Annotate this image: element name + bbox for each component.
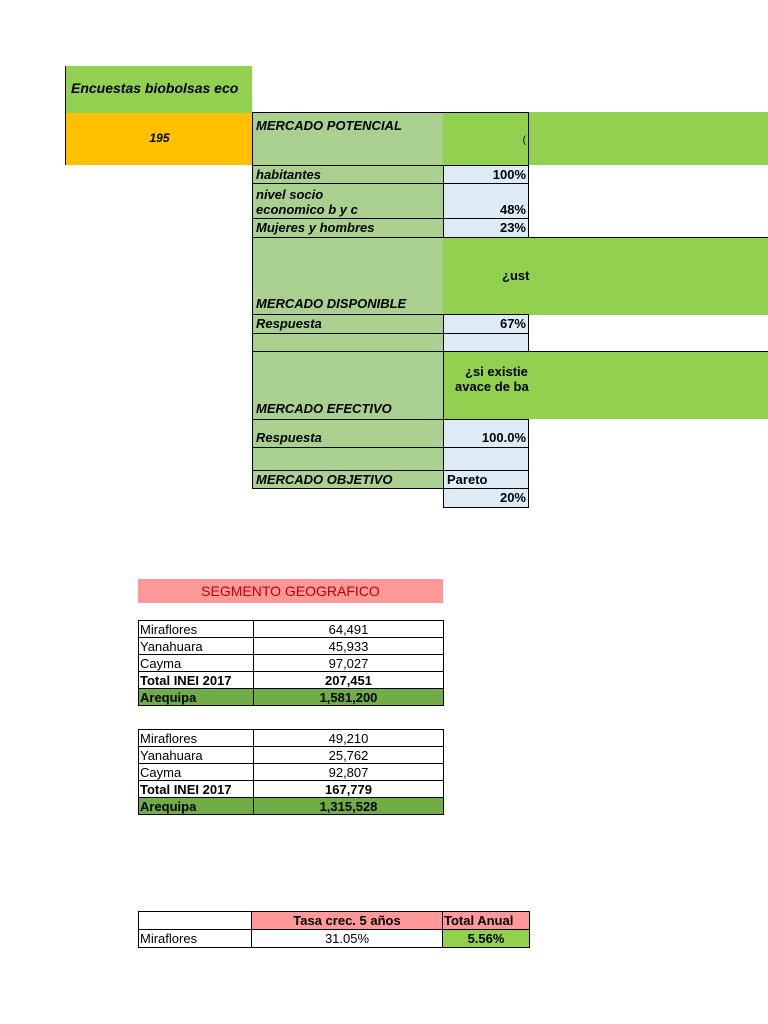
mercado-disponible-label[interactable] [252,237,444,315]
growth-rate-value: 31.05% [252,930,443,948]
mercado-disponible-question-cell[interactable] [443,237,768,315]
mercado-efectivo-question-2: avace de ba [455,379,529,394]
segmento-geografico-title: SEGMENTO GEOGRAFICO [201,583,380,599]
district-name: Miraflores [139,621,254,638]
district-name: Cayma [139,764,254,781]
green-band-1 [529,112,768,165]
nivel-socio-value[interactable] [443,183,529,219]
nivel-socio-label[interactable] [252,183,444,219]
district-value: 49,210 [254,730,444,747]
table-row[interactable] [139,672,444,689]
mercado-potencial-header[interactable] [443,112,529,166]
respuesta-2-label[interactable] [252,419,444,448]
respuesta-1-value-text: 67% [499,316,526,331]
survey-count: 195 [149,131,170,145]
respuesta-2-value[interactable] [443,419,529,448]
table-row[interactable] [139,930,530,948]
table-row[interactable] [139,798,444,815]
district-name: Yanahuara [139,747,254,764]
arequipa-label: Arequipa [139,689,254,706]
growth-empty-header [139,912,252,930]
district-value: 97,027 [254,655,444,672]
growth-total-header: Total Anual [443,912,530,930]
nivel-socio-value-text: 48% [499,202,526,217]
district-value: 45,933 [254,638,444,655]
empty-row-1-label[interactable] [252,333,444,352]
survey-count-cell[interactable] [65,113,252,165]
habitantes-value[interactable] [443,165,529,184]
table-row[interactable] [139,621,444,638]
mercado-potencial-fragment: ( [522,135,526,146]
mujeres-hombres-text: Mujeres y hombres [256,220,375,235]
arequipa-value: 1,315,528 [254,798,444,815]
district-value: 92,807 [254,764,444,781]
total-label: Total INEI 2017 [139,781,254,798]
mercado-efectivo-label[interactable] [252,351,444,420]
district-name: Miraflores [139,930,252,948]
growth-table-grid [138,911,530,948]
respuesta-1-value[interactable] [443,314,529,334]
table-row[interactable] [139,689,444,706]
habitantes-value-text: 100% [492,167,526,182]
nivel-socio-text: nivel socio economico b y c [256,187,358,217]
mercado-objetivo-text: MERCADO OBJETIVO [256,472,393,487]
pareto-cell[interactable] [443,470,529,489]
mujeres-hombres-value-text: 23% [499,220,526,235]
mercado-potencial-label[interactable] [252,112,444,166]
segment-table-1-grid [138,620,444,706]
objetivo-value-text: 20% [499,490,526,505]
habitantes-label[interactable] [252,165,444,184]
district-value: 64,491 [254,621,444,638]
survey-title-cell[interactable] [65,66,252,113]
total-value: 207,451 [254,672,444,689]
district-name: Cayma [139,655,254,672]
empty-row-1-value[interactable] [443,333,529,352]
table-row[interactable] [139,638,444,655]
empty-row-2-label[interactable] [252,447,444,471]
table-row[interactable] [139,764,444,781]
mercado-efectivo-question-cell[interactable] [443,351,768,419]
table-row[interactable] [139,912,530,930]
growth-annual-value: 5.56% [443,930,530,948]
arequipa-label: Arequipa [139,798,254,815]
total-value: 167,779 [254,781,444,798]
mercado-efectivo-question-1: ¿si existie [465,364,528,379]
table-row[interactable] [139,730,444,747]
mercado-objetivo-label[interactable] [252,470,444,489]
segment-table-2 [138,729,444,815]
empty-row-2-value[interactable] [443,447,529,471]
table-row[interactable] [139,747,444,764]
table-row[interactable] [139,781,444,798]
pareto-text: Pareto [447,472,488,487]
mercado-disponible-question: ¿ust [502,268,530,283]
respuesta-2-value-text: 100.0% [481,430,526,445]
table-row[interactable] [139,655,444,672]
growth-table [138,911,530,948]
mercado-disponible-text: MERCADO DISPONIBLE [256,296,407,311]
district-name: Miraflores [139,730,254,747]
respuesta-1-label[interactable] [252,314,444,334]
segmento-geografico-header[interactable] [138,579,443,603]
survey-title: Encuestas biobolsas eco [71,80,239,96]
segment-table-1 [138,620,444,706]
habitantes-text: habitantes [256,167,322,182]
segment-table-2-grid [138,729,444,815]
total-label: Total INEI 2017 [139,672,254,689]
mujeres-hombres-value[interactable] [443,218,529,238]
respuesta-1-text: Respuesta [256,316,322,331]
mujeres-hombres-label[interactable] [252,218,444,238]
objetivo-value[interactable] [443,488,529,508]
growth-rate-header: Tasa crec. 5 años [252,912,443,930]
mercado-potencial-text: MERCADO POTENCIAL [256,118,402,133]
respuesta-2-text: Respuesta [256,430,322,445]
mercado-efectivo-text: MERCADO EFECTIVO [256,401,392,416]
arequipa-value: 1,581,200 [254,689,444,706]
district-value: 25,762 [254,747,444,764]
district-name: Yanahuara [139,638,254,655]
